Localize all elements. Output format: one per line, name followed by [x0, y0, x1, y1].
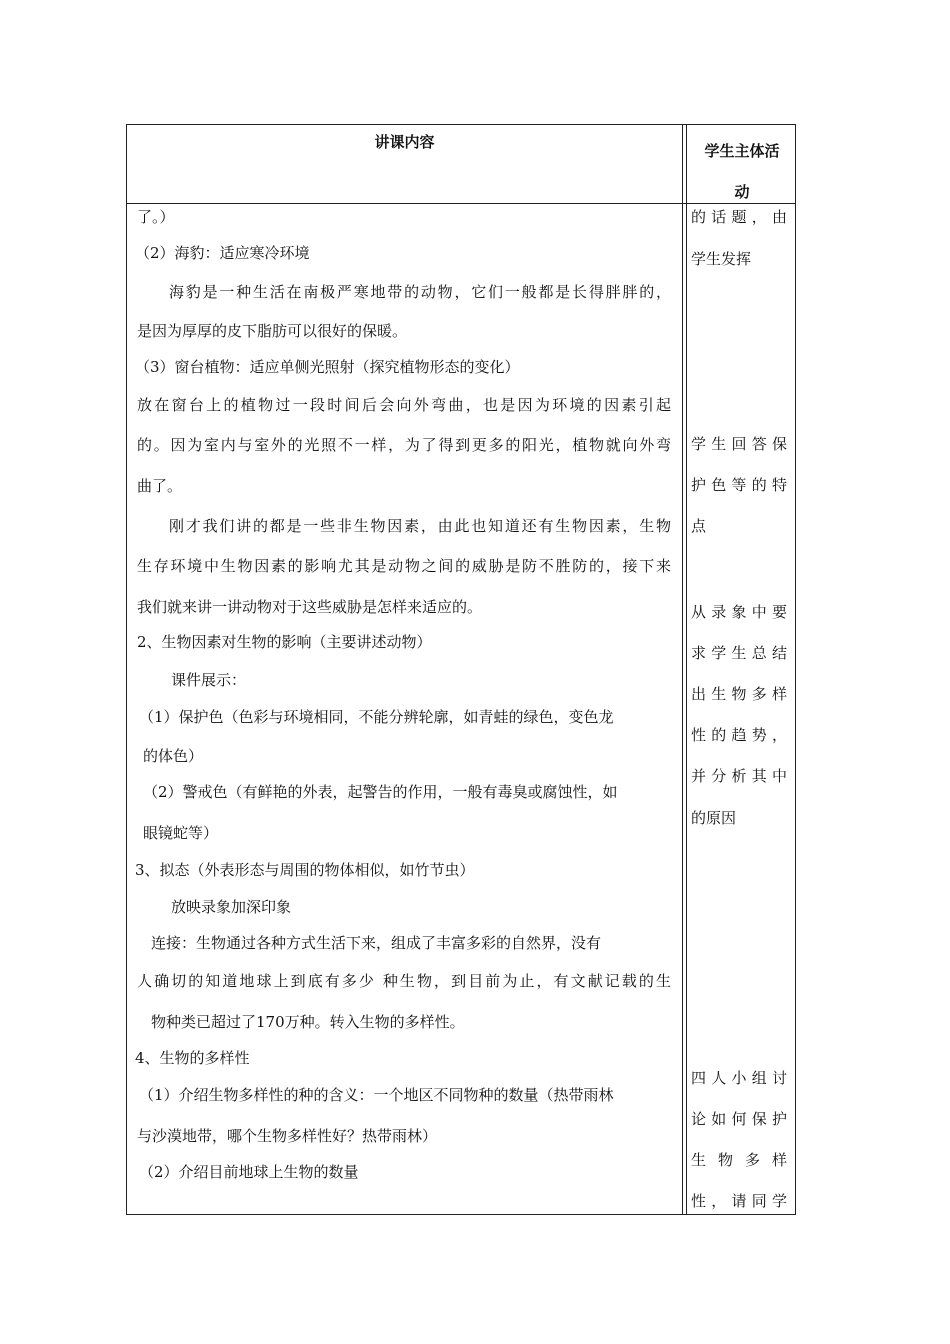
activity-line: 护色等的特 [691, 476, 787, 494]
content-line: 的。因为室内与室外的光照不一样，为了得到更多的阳光，植物就向外弯 [137, 436, 671, 454]
activity-line: 点 [691, 517, 707, 535]
content-line: （1）保护色（色彩与环境相同，不能分辨轮廓，如青蛙的绿色，变色龙 [139, 708, 614, 726]
content-line: 刚才我们讲的都是一些非生物因素，由此也知道还有生物因素，生物 [169, 517, 671, 535]
content-line: 放在窗台上的植物过一段时间后会向外弯曲，也是因为环境的因素引起 [137, 396, 671, 414]
content-line: 人确切的知道地球上到底有多少 种生物，到目前为止，有文献记载的生 [137, 972, 671, 990]
content-line: 我们就来讲一讲动物对于这些威胁是怎样来适应的。 [137, 598, 483, 616]
activity-line: 出生物多样 [691, 685, 787, 703]
content-line: 与沙漠地带，哪个生物多样性好？热带雨林） [137, 1127, 438, 1145]
activity-line: 四人小组讨 [691, 1069, 787, 1087]
activity-line: 生 物 多 样 [691, 1151, 787, 1169]
content-line: （1）介绍生物多样性的种的含义：一个地区不同物种的数量（热带雨林 [139, 1086, 614, 1104]
content-line: 的体色） [143, 747, 204, 765]
activity-line: 性的趋势， [691, 726, 787, 744]
activity-line: 学生回答保 [691, 435, 787, 453]
header-lecture-content: 讲课内容 [374, 133, 435, 151]
content-line: 了。） [137, 208, 175, 226]
header-student-activity-line2: 动 [734, 183, 750, 201]
content-line: 物种类已超过了170万种。转入生物的多样性。 [151, 1013, 465, 1031]
content-line: 2、生物因素对生物的影响（主要讲述动物） [137, 633, 432, 651]
activity-line: 的话题，由 [691, 208, 787, 226]
activity-line: 论如何保护 [691, 1110, 787, 1128]
activity-line: 性，请同学 [691, 1192, 787, 1210]
header-student-activity [687, 131, 797, 213]
activity-line: 并分析其中 [691, 767, 787, 785]
content-line: （2）海豹：适应寒冷环境 [135, 244, 310, 262]
column-divider [686, 125, 687, 1214]
activity-line: 从录象中要 [691, 603, 787, 621]
content-line: 4、生物的多样性 [135, 1049, 250, 1067]
activity-line: 学生发挥 [691, 250, 752, 268]
content-line: 海豹是一种生活在南极严寒地带的动物，它们一般都是长得胖胖的， [169, 283, 671, 301]
activity-line: 的原因 [691, 809, 737, 827]
column-divider [682, 125, 683, 1214]
content-line: 眼镜蛇等） [143, 824, 219, 842]
content-line: （2）介绍目前地球上生物的数量 [139, 1163, 359, 1181]
activity-line: 求学生总结 [691, 644, 787, 662]
content-line: 课件展示： [171, 671, 247, 689]
content-line: （2）警戒色（有鲜艳的外表，起警告的作用，一般有毒臭或腐蚀性，如 [143, 783, 618, 801]
content-line: 曲了。 [137, 477, 183, 495]
content-line: （3）窗台植物：适应单侧光照射（探究植物形态的变化） [135, 358, 520, 376]
content-line: 3、拟态（外表形态与周围的物体相似，如竹节虫） [135, 861, 475, 879]
content-line: 生存环境中生物因素的影响尤其是动物之间的威胁是防不胜防的，接下来 [137, 557, 671, 575]
content-line: 放映录象加深印象 [171, 898, 292, 916]
content-line: 是因为厚厚的皮下脂肪可以很好的保暖。 [137, 322, 408, 340]
content-line: 连接：生物通过各种方式生活下来，组成了丰富多彩的自然界，没有 [151, 934, 602, 952]
header-student-activity-line1: 学生主体活 [704, 142, 780, 160]
